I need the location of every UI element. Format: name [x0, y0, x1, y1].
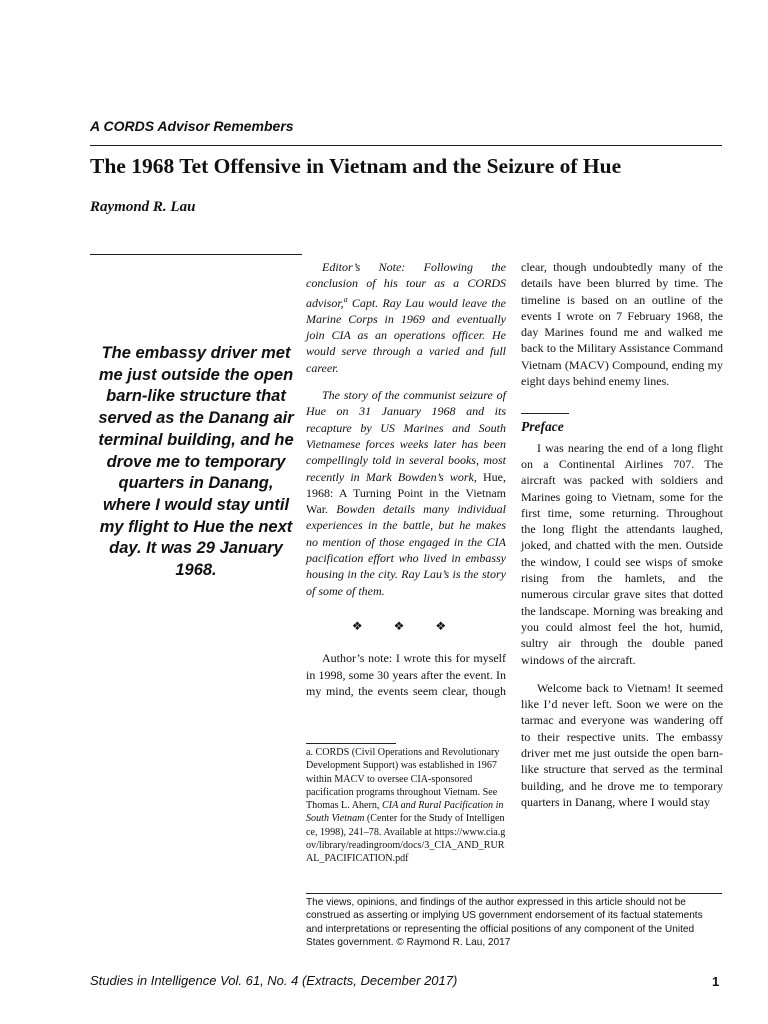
authors-note-continued: clear, though undoubtedly many of the details have been blurred by time. The timeline is based on an outline of the events I wrote on 7 February 1968, the day Marines found me and walked me back to the Military Assistance Command Vietnam (MACV) Compound, ending my eight days behind enemy lines.	[521, 260, 723, 389]
article-title: The 1968 Tet Offensive in Vietnam and the Seizure of Hue	[90, 154, 622, 178]
section-kicker: A CORDS Advisor Remembers	[90, 118, 294, 134]
right-column	[521, 259, 723, 810]
disclaimer-rule	[306, 893, 722, 894]
pull-quote: The embassy driver met me just outside the open barn-like structure that served as the Danang air terminal building, and he drove me to temporary quarters in Danang, where I would stay until my flight to Hue the next day. It was 29 January 1968.	[98, 344, 294, 580]
editors-note-paragraph: Editor’s Note: Following the conclusion of his tour as a CORDS advisor,$^a$ Capt. Ray Lau would leave the Marine Corps in 1969 and eventually join CIA as an operations officer. He would serve through a varied and full career.	[306, 260, 506, 375]
header-rule	[90, 145, 722, 146]
editors-note-paragraph: The story of the communist seizure of Hue on 31 January 1968 and its recapture by US Marines and South Vietnamese forces weeks later has been compellingly told in several books, most recently in Mark Bowden’s work, Hue, 1968: A Turning Point in the Vietnam War. Bowden details many individual experiences in the battle, but he makes no mention of those engaged in the CIA pacification effort who lived in embassy housing in the city. Ray Lau’s is the story of some of them.	[306, 388, 506, 598]
footer-source: Studies in Intelligence Vol. 61, No. 4 (Extracts, December 2017)	[90, 973, 458, 988]
article-author: Raymond R. Lau	[90, 199, 196, 215]
book-title: Hue, 1968: A Turning Point in the Vietnam War.	[306, 469, 506, 517]
section-ornament: ❖ ❖ ❖	[351, 618, 461, 633]
pull-quote-rule	[90, 254, 302, 255]
preface-paragraph: Welcome back to Vietnam! It seemed like I’d never left. Soon we were on the tarmac and everyone was wandering off to their respective units. The embassy driver met me just outside the open barn-like structure that served as the terminal building, and he drove me to temporary quarters in Danang, where I would stay	[521, 680, 723, 809]
footnote-rule	[306, 743, 396, 744]
preface-rule	[521, 413, 569, 414]
page-number: 1	[712, 974, 720, 989]
middle-column	[306, 259, 506, 699]
disclaimer: The views, opinions, and findings of the author expressed in this article should not be construed as asserting or implying US government endorsement of its factual statements and interpretations or representing the official positions of any component of the United States government. © Raymond R. Lau, 2017	[306, 897, 703, 949]
footnote: a. CORDS (Civil Operations and Revolutionary Development Support) was established in 1967 within MACV to oversee CIA-sponsored pacification programs throughout Vietnam. See Thomas L. Ahern, CIA and Rural Pacification in South Vietnam (Center for the Study of Intelligence, 1998), 241–78. Available at https://www.cia.gov/library/readingroom/docs/3_CIA_AND_RURAL_PACIFICATION.pdf	[306, 747, 506, 865]
preface-paragraph: I was nearing the end of a long flight on a Continental Airlines 707. The aircraft was packed with soldiers and Marines going to Vietnam, some for the first time, some returning. Throughout the long flight the attendants laughed, joked, and chatted with the men. Outside the window, I could see wisps of smoke rising from the hamlets, and the numerous circular grave sites that dotted the landscape. Morning was breaking and you could almost feel the hot, humid, sultry air through the double paned windows of the aircraft.	[521, 440, 723, 667]
preface-heading: Preface	[521, 419, 564, 435]
footnote-marker: a	[343, 294, 348, 304]
authors-note: Author’s note: I wrote this for myself in 1998, some 30 years after the event. In my mind, the events seem clear, though	[306, 651, 506, 698]
editors-note	[306, 259, 506, 599]
